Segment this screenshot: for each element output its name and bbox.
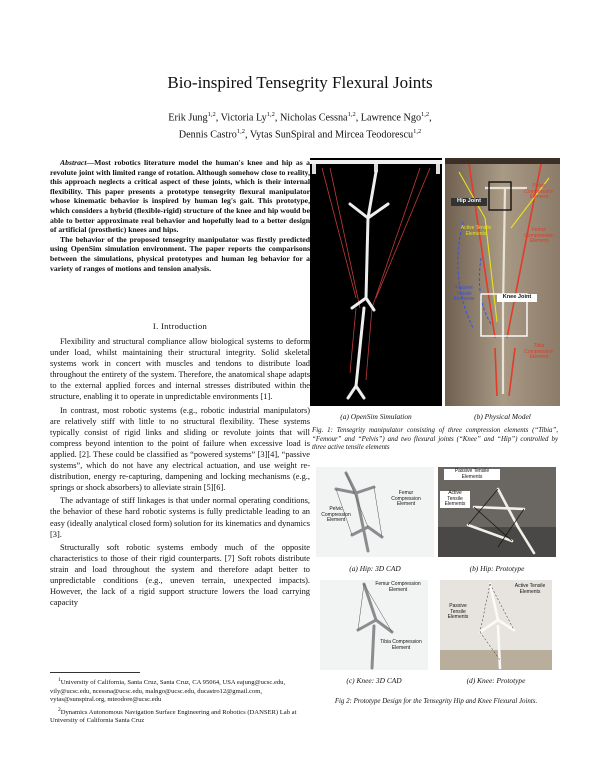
author-separator: ,: [274, 112, 280, 124]
active-tensile-label: Active Tensile Elements: [460, 225, 492, 237]
fig2-knee-cad-image: [320, 580, 428, 670]
fig2-subcaption-c: (c) Knee: 3D CAD: [346, 676, 402, 685]
author-name: Vytas SunSpiral: [249, 129, 316, 141]
footnote: [50, 706, 310, 726]
author-line-1: [60, 108, 540, 125]
author-separator: ,: [355, 112, 361, 124]
hip-proto-label-passive: Passive Tensile Elements: [444, 469, 500, 480]
body-paragraph: In contrast, most robotic systems (e.g., robotic industrial manipulators) are relatively stiff with little to no structural flexibility. These systems typically consist of rigid links and sliding or revolute joints that will compress beyond intention to the point of failure when excessive load is applied. [2]. These could be classified as “powered systems” [3][4], “passive systems”, which do not have any electrical actuation, and use weight re-distribution, energy re-capturing, dampening and locking mechanisms (e.g., springs or shock absorbers) to alleviate strain [5][6].: [50, 405, 310, 493]
author-affiliation: 1,2: [421, 111, 430, 118]
opensim-skeleton-drawing: [310, 158, 442, 406]
hip-cad-label-femur: Femur Compression Element: [391, 490, 421, 508]
author-affiliation: 1,2: [413, 128, 422, 136]
fig1-subcaption-b: (b) Physical Model: [474, 412, 531, 421]
fig1-physical-model-image: [445, 158, 560, 406]
abstract: [50, 158, 310, 273]
abstract-paragraph-1: Most robotics literature model the human's knee and hip as a revolute joint with limited range of rotation. Although somehow close to reality, this approach neglects a critical aspect of these joints, which is their internal flexibility. This paper presents a prototype tensegrity flexural manipulator whose kinematic behavior is inspired by human leg's gait. This prototype, which considers a hybrid (flexible-rigid) structure of the knee and hip would be able to better approximate real behavior and hopefully lead to a better design of artificial (prosthetic) knees and hips.: [50, 158, 310, 235]
femur-compression-label: Femur Compression Element: [524, 227, 554, 245]
author-list: [60, 108, 540, 143]
footnotes: [50, 676, 310, 727]
abstract-label: Abstract: [60, 158, 87, 167]
body-paragraph: Flexibility and structural compliance allow biological systems to deform under load, whilst maintaining their structural integrity. Solid skeletal systems work in concert with muscles and tendons to distribute load throughout the entirety of the system. Therefore, the anatomical shape adapts to the external applied forces and internal stresses distributed within the structure, enabling it to operate in unpredictable environments [1].: [50, 337, 310, 402]
author-affiliation: 1,2: [236, 128, 245, 136]
fig2-hip-prototype-image: [438, 467, 556, 557]
abstract-paragraph-2: The behavior of the proposed tensegrity manipulator was firstly predicted using OpenSim simulation environment. The paper reports the comparisons between the simulations, physical prototypes and human leg behavior for a variety of ranges of motions and tension analysis.: [50, 234, 310, 273]
hip-cad-label-pelvic: Pelvic Compression Element: [321, 506, 351, 524]
knee-cad-label-tibia: Tibia Compression Element: [380, 639, 422, 651]
section-heading-introduction: I. Introduction: [152, 321, 208, 331]
fig1-caption: Fig. 1: Tensegrity manipulator consisting of three compression elements (“Tibia”, “Femour” and “Pelvis”) and two flexural joints (“Knee” and “Hip”) controlled by three active tensile elements: [312, 427, 558, 452]
author-name: Mircea Teodorescu: [335, 129, 414, 141]
author-name: Dennis Castro: [178, 129, 237, 141]
footnote-rule: [50, 672, 140, 673]
footnote-text: University of California, Santa Cruz, Santa Cruz, CA 95064, USA eajung@ucsc.edu, vily@ucsc.edu, ncessna@ucsc.edu, malngo@ucsc.edu, ducastro12@gmail.com, vytas@sunspiral.org, mteodore@ucsc.edu: [50, 679, 286, 704]
body-paragraph: Structurally soft robotic systems embody much of the opposite characteristics to those of their rigid counterparts. [7] Soft robots distribute strain and load throughout the system and therefore adapt better to unpredictable conditions (e.g., uneven terrain, unexpected impacts). However, the lack of a rigid support structure lowers the load carrying capacity: [50, 542, 310, 608]
author-affiliation: 1,2: [347, 111, 356, 118]
author-name: Victoria Ly: [220, 112, 267, 124]
author-separator: ,: [244, 129, 250, 141]
paper-title: Bio-inspired Tensegrity Flexural Joints: [167, 73, 433, 92]
knee-cad-label-femur: Femur Compression Element: [375, 581, 421, 593]
footnote: [50, 676, 310, 705]
fig2-subcaption-d: (d) Knee: Prototype: [466, 676, 526, 685]
hip-proto-label-active: Active Tensile Elements: [440, 491, 470, 508]
fig2-subcaption-a: (a) Hip: 3D CAD: [349, 564, 401, 573]
tibia-compression-label: Tibia Compression Element: [524, 343, 554, 361]
fig2-subcaption-b: (b) Hip: Prototype: [469, 564, 525, 573]
hip-prototype-drawing: [438, 467, 556, 557]
author-name: Lawrence Ngo: [360, 112, 422, 124]
author-separator: and: [315, 129, 336, 141]
author-affiliation: 1,2: [266, 111, 275, 118]
footnote-mark: 2: [58, 706, 61, 713]
pelvic-compression-label: Pelvic Compression Element: [524, 183, 554, 201]
fig2-hip-cad-image: [316, 467, 434, 557]
fig1-opensim-image: [310, 158, 442, 406]
introduction-body: [50, 336, 310, 610]
author-name: Erik Jung: [168, 112, 208, 124]
author-affiliation: 1,2: [207, 111, 216, 118]
author-name: Nicholas Cessna: [279, 112, 348, 124]
fig1-subcaption-a: (a) OpenSim Simulation: [340, 412, 412, 421]
abstract-dash: —: [86, 158, 95, 167]
passive-tensile-label: Passive Tensile Elements: [453, 285, 475, 303]
footnote-text: Dynamics Autonomous Navigation Surface Engineering and Robotics (DANSER) Lab at University of California Santa Cruz: [50, 708, 297, 725]
author-separator: ,: [215, 112, 221, 124]
author-separator: ,: [429, 112, 432, 124]
hip-joint-label: Hip Joint: [451, 198, 487, 206]
fig2-caption: Fig 2: Prototype Design for the Tensegrity Hip and Knee Flexural Joints.: [334, 698, 538, 705]
footnote-mark: 1: [58, 677, 61, 683]
knee-cad-drawing: [320, 580, 428, 670]
knee-joint-label: Knee Joint: [497, 294, 537, 302]
body-paragraph: The advantage of stiff linkages is that under normal operating conditions, the behavior of these hard robotic systems is fully predictable leading to an easy (ideally analytical closed form) solution for its kinematics and dynamics [3].: [50, 496, 310, 539]
author-line-2: [60, 125, 540, 142]
knee-proto-label-passive: Passive Tensile Elements: [447, 603, 469, 621]
knee-proto-label-active: Active Tensile Elements: [514, 583, 546, 595]
fig2-knee-prototype-image: [440, 580, 552, 670]
